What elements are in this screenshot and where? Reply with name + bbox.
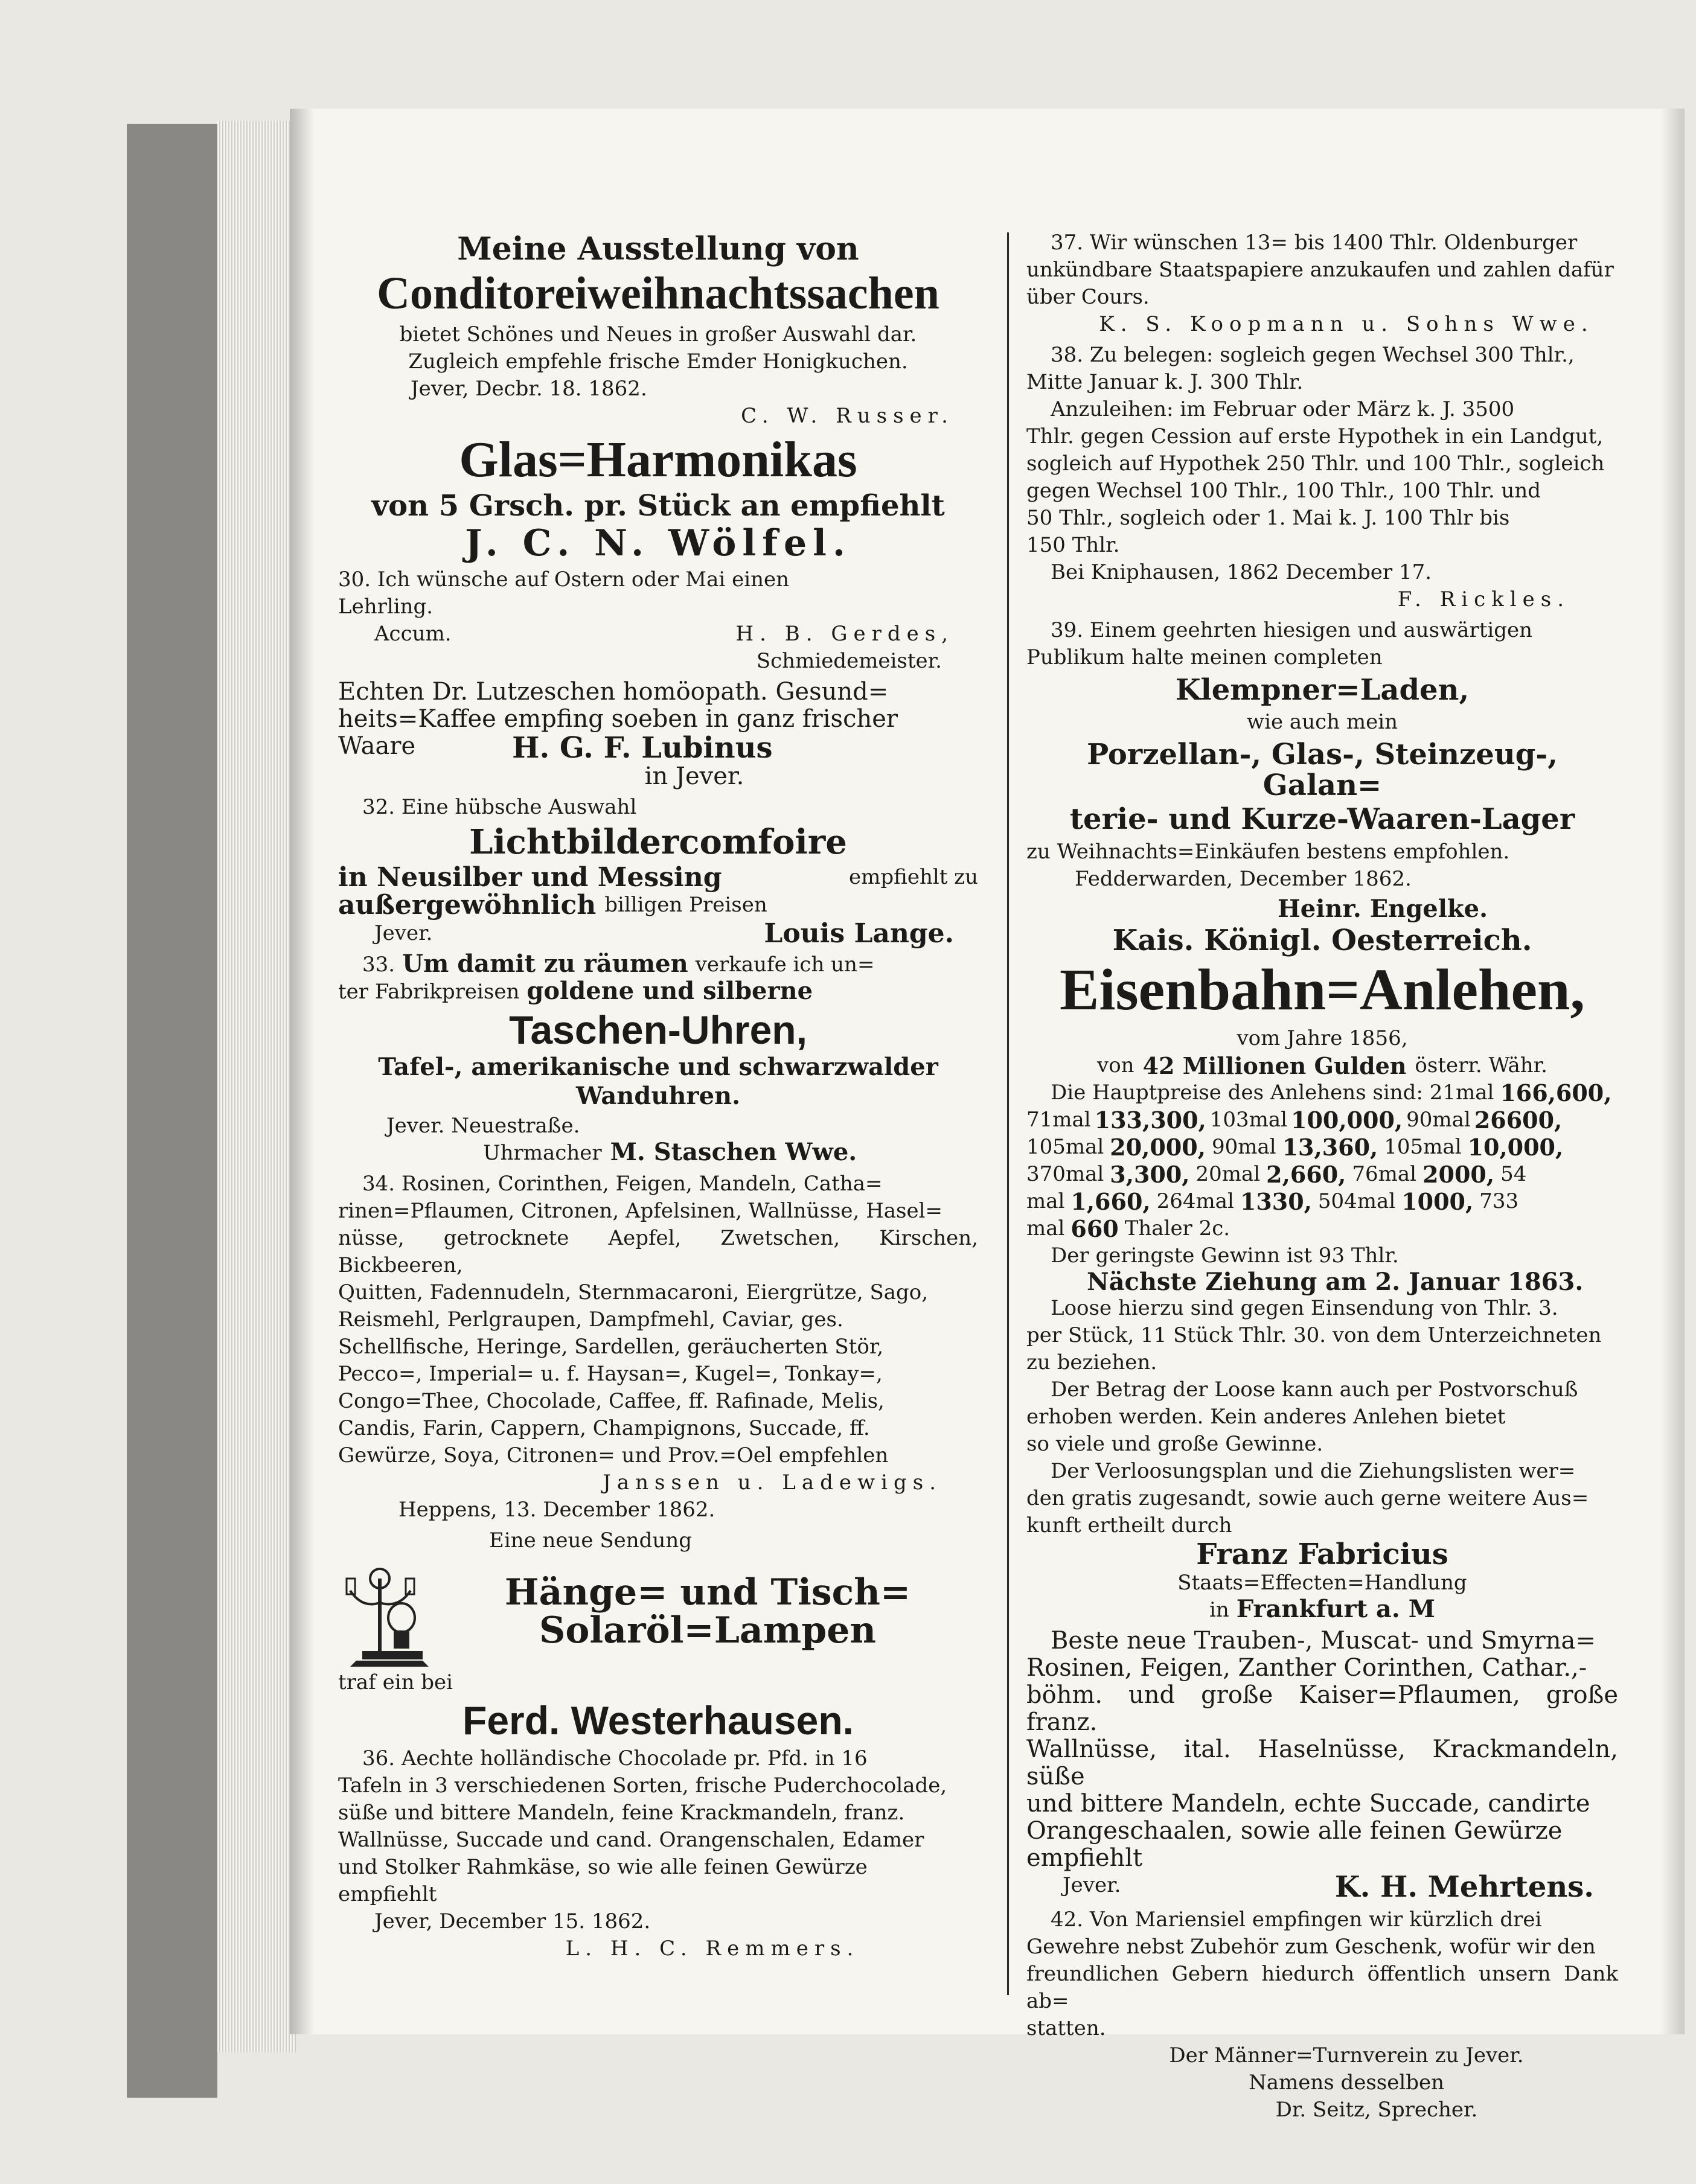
ad-line: [1026, 1597, 1618, 1624]
ad-merchant: M. Staschen Wwe.: [610, 1138, 857, 1167]
prize-count: mal: [1026, 1189, 1065, 1213]
right-column: [1026, 229, 1618, 2127]
ad-text: Loose hierzu sind gegen Einsendung von Thlr. 3.: [1051, 1295, 1558, 1320]
ad-text: Uhrmacher: [483, 1141, 602, 1166]
prize-amount: 1330,: [1240, 1187, 1312, 1215]
ad-subtitle: Tafel-, amerikanische und schwarzwalder: [378, 1053, 938, 1082]
ad-text: Beste neue Trauben-, Muscat- und Smyrna=: [1051, 1627, 1596, 1655]
ad-heading: Kais. Königl. Oesterreich.: [1112, 923, 1532, 957]
ad-signature: Janssen u. Ladewigs.: [603, 1470, 942, 1495]
oil-lamp-icon: [338, 1554, 429, 1669]
ad-text: freundlichen Gebern hiedurch öffentlich unsern Dank ab=: [1026, 1961, 1618, 2013]
ad-text: verkaufe ich un=: [695, 952, 875, 977]
prize-count: 370mal: [1026, 1161, 1104, 1186]
ad-bold-text: Um damit zu räumen: [402, 949, 688, 978]
ad-line: [1026, 1052, 1618, 1079]
ad-title: terie- und Kurze-Waaren-Lager: [1069, 802, 1575, 837]
ad-text: 50 Thlr., sogleich oder 1. Mai k. J. 100 Thlr bis: [1026, 506, 1510, 530]
ad-signature: F. Rickles.: [1397, 587, 1570, 611]
ad-text: 150 Thlr.: [1026, 533, 1120, 557]
ad-text: Tafeln in 3 verschiedenen Sorten, frische Puderchocolade,: [338, 1774, 947, 1798]
ad-42: [1026, 1906, 1618, 2124]
ad-text: empfiehlt: [338, 1882, 437, 1907]
ad-merchant: Louis Lange.: [764, 918, 954, 949]
prize-count: 105mal: [1026, 1134, 1104, 1159]
prize-line: [1026, 1134, 1618, 1161]
ad-text: Quitten, Fadennudeln, Sternmacaroni, Eiergrütze, Sago,: [338, 1280, 929, 1305]
left-column: [338, 229, 978, 1966]
ad-place: Jever.: [374, 921, 433, 945]
ad-text: 32. Eine hübsche Auswahl: [362, 795, 637, 820]
prize-amount: 13,360,: [1282, 1133, 1378, 1161]
ad-text: Thlr. gegen Cession auf erste Hypothek in ein Landgut,: [1026, 424, 1604, 449]
prize-amount: 10,000,: [1467, 1133, 1564, 1161]
ad-title: Conditoreiweihnachtssachen: [377, 267, 939, 319]
prize-amount: 26600,: [1474, 1106, 1563, 1134]
ad-bold-text: goldene und silberne: [526, 976, 813, 1005]
ad-merchant: K. H. Mehrtens.: [1334, 1870, 1594, 1905]
ad-subtitle: Wanduhren.: [575, 1082, 741, 1111]
ad-line: [338, 621, 978, 648]
ad-text: wie auch mein: [1247, 710, 1398, 735]
ad-text: von: [1097, 1053, 1134, 1078]
ad-trauben: [1026, 1627, 1618, 1905]
ad-title: Lichtbildercomfoire: [469, 822, 847, 863]
book-cover-edge: [127, 124, 217, 2098]
prize-count: 733: [1479, 1189, 1519, 1213]
ad-text: Wallnüsse, ital. Haselnüsse, Krackmandeln, süße: [1026, 1735, 1618, 1791]
ad-text: Der Männer=Turnverein zu Jever.: [1169, 2043, 1524, 2067]
prize-line: [1026, 1188, 1618, 1215]
prize-line: [1026, 1106, 1618, 1134]
ad-bold-text: in Neusilber und Messing: [338, 862, 722, 893]
ad-lutze: [338, 679, 978, 790]
ad-text: Der Verloosungsplan und die Ziehungslisten wer=: [1051, 1458, 1576, 1483]
gutter-shadow: [290, 109, 314, 2034]
ad-text: statten.: [1026, 2016, 1106, 2040]
ad-text: österr. Währ.: [1415, 1053, 1547, 1078]
page-shadow: [1660, 109, 1685, 2034]
ad-text: erhoben werden. Kein anderes Anlehen bietet: [1026, 1404, 1506, 1429]
ad-text: Orangeschaalen, sowie alle feinen Gewürze: [1026, 1817, 1563, 1845]
ad-title: Porzellan-, Glas-, Steinzeug-, Galan=: [1087, 738, 1558, 802]
prize-count: 71mal: [1026, 1107, 1091, 1132]
prize-count: 54: [1500, 1161, 1527, 1186]
ad-text: 30. Ich wünsche auf Ostern oder Mai einen: [338, 567, 789, 592]
ad-conditorei: [338, 233, 978, 430]
ad-title: Eisenbahn=Anlehen,: [1059, 957, 1586, 1023]
ad-text: in: [1209, 1598, 1229, 1623]
ad-text: empfiehlt zu: [849, 865, 978, 890]
ad-text: vom Jahre 1856,: [1237, 1026, 1408, 1050]
ad-line: [338, 1140, 978, 1167]
prize-count: 76mal: [1352, 1161, 1417, 1186]
ad-merchant: Heinr. Engelke.: [1277, 894, 1488, 923]
ad-text: Publikum halte meinen completen: [1026, 645, 1383, 669]
ad-title: Taschen-Uhren,: [509, 1007, 807, 1052]
page-edges: [217, 121, 296, 2052]
ad-place: in Jever.: [644, 762, 744, 791]
ad-text: Echten Dr. Lutzeschen homöopath. Gesund=: [338, 677, 889, 706]
ad-merchant: H. G. F. Lubinus: [512, 730, 773, 765]
ad-text: den gratis zugesandt, sowie auch gerne weitere Aus=: [1026, 1486, 1589, 1510]
ad-text: Eine neue Sendung: [489, 1528, 692, 1553]
ad-text: Candis, Farin, Cappern, Champignons, Succade, ff.: [338, 1416, 870, 1441]
ad-line: [338, 864, 978, 892]
ad-38: [1026, 342, 1618, 613]
ad-33: [338, 951, 978, 1167]
ad-text: süße und bittere Mandeln, feine Krackmandeln, franz.: [338, 1801, 905, 1825]
prize-line: [1026, 1215, 1618, 1242]
ad-text: sogleich auf Hypothek 250 Thlr. und 100 Thlr., sogleich: [1026, 452, 1605, 476]
ad-text: Namens desselben: [1248, 2070, 1445, 2095]
ad-bold-text: Nächste Ziehung am 2. Januar 1863.: [1087, 1267, 1584, 1296]
ad-text: 38. Zu belegen: sogleich gegen Wechsel 300 Thlr.,: [1051, 343, 1575, 367]
ad-text: 34. Rosinen, Corinthen, Feigen, Mandeln, Catha=: [362, 1172, 883, 1196]
prize-amount: 20,000,: [1110, 1133, 1206, 1161]
ad-line: [338, 951, 978, 979]
ad-place: Accum.: [374, 621, 452, 646]
prize-count: 504mal: [1317, 1189, 1396, 1213]
ad-34: [338, 1170, 978, 1524]
lamp-row: [338, 1554, 978, 1669]
ad-text: unkündbare Staatspapiere anzukaufen und zahlen dafür: [1026, 258, 1614, 282]
ad-title: Glas=Harmonikas: [459, 432, 857, 488]
ad-39: [1026, 617, 1618, 922]
ad-text: heits=Kaffee empfing soeben in ganz frischer: [338, 704, 898, 733]
ad-text: 39. Einem geehrten hiesigen und auswärtigen: [1051, 618, 1533, 642]
ad-text: Lehrling.: [338, 594, 434, 619]
ad-text: Schellfische, Heringe, Sardellen, geräucherten Stör,: [338, 1335, 884, 1359]
ad-date: Heppens, 13. December 1862.: [398, 1498, 715, 1522]
ad-text: Gewürze, Soya, Citronen= und Prov.=Oel empfehlen: [338, 1443, 889, 1468]
prize-count: 20mal: [1195, 1161, 1261, 1186]
ad-text: Die Hauptpreise des Anlehens sind: 21mal: [1051, 1080, 1494, 1105]
prize-amount: 2000,: [1422, 1160, 1495, 1188]
ad-line: [338, 976, 978, 1006]
ad-text: zu Weihnachts=Einkäufen bestens empfohlen.: [1026, 839, 1510, 864]
ad-lampen: [338, 1527, 978, 1742]
ad-text: Pecco=, Imperial= u. f. Haysan=, Kugel=, Tonkay=,: [338, 1362, 883, 1387]
ad-bold-text: außergewöhnlich: [338, 890, 597, 921]
ad-place: Jever. Neuestraße.: [386, 1114, 580, 1138]
prize-amount: 2,660,: [1266, 1160, 1346, 1188]
ad-place: Frankfurt a. M: [1236, 1595, 1436, 1624]
ad-text: Rosinen, Feigen, Zanther Corinthen, Cathar.,-: [1026, 1654, 1587, 1682]
column-divider: [1007, 232, 1009, 1995]
ad-text: gegen Wechsel 100 Thlr., 100 Thlr., 100 Thlr. und: [1026, 479, 1541, 503]
ad-text: Congo=Thee, Chocolade, Caffee, ff. Rafinade, Melis,: [338, 1389, 885, 1414]
ad-line: [338, 730, 978, 765]
ad-text: 36. Aechte holländische Chocolade pr. Pfd. in 16: [362, 1746, 868, 1771]
ad-date: Bei Kniphausen, 1862 December 17.: [1051, 560, 1432, 584]
ad-bold-text: 42 Millionen Gulden: [1142, 1052, 1407, 1079]
ad-number: 33.: [362, 952, 395, 977]
ad-text: empfiehlt: [1026, 1844, 1143, 1873]
ad-date: Jever, December 15. 1862.: [374, 1909, 651, 1934]
ad-line: [1026, 1870, 1618, 1905]
ad-32: [338, 794, 978, 947]
ad-merchant: Franz Fabricius: [1196, 1537, 1448, 1571]
ad-signature: Dr. Seitz, Sprecher.: [1275, 2097, 1478, 2122]
ad-37: [1026, 229, 1618, 338]
ad-merchant: Ferd. Westerhausen.: [462, 1698, 854, 1743]
ad-30: [338, 566, 978, 675]
ad-line: [338, 892, 978, 919]
ad-date: Fedderwarden, December 1862.: [1075, 866, 1412, 891]
prize-count: mal: [1026, 1216, 1065, 1240]
ad-text: so viele und große Gewinne.: [1026, 1431, 1323, 1456]
prize-count: 105mal: [1384, 1134, 1462, 1159]
ad-text: nüsse, getrocknete Aepfel, Zwetschen, Kirschen, Bickbeeren,: [338, 1226, 978, 1278]
ad-glas-harmonikas: [338, 433, 978, 563]
ad-text: Waare: [338, 732, 416, 760]
ad-title: Solaröl=Lampen: [539, 1609, 877, 1652]
prize-amount: 133,300,: [1094, 1106, 1206, 1134]
ad-text: Mitte Januar k. J. 300 Thlr.: [1026, 370, 1304, 394]
ad-text: und Stolker Rahmkäse, so wie alle feinen Gewürze: [338, 1855, 868, 1880]
ad-signature: H. B. Gerdes,: [735, 621, 954, 646]
ad-text: 42. Von Mariensiel empfingen wir kürzlich drei: [1051, 1907, 1542, 1932]
prize-count: 90mal: [1406, 1107, 1471, 1132]
prize-amount: 100,000,: [1291, 1106, 1403, 1134]
ad-title: Klempner=Laden,: [1175, 673, 1470, 707]
ad-signature-title: Schmiedemeister.: [756, 648, 942, 673]
prize-line: [1026, 1161, 1618, 1188]
prize-count: 103mal: [1209, 1107, 1288, 1132]
ad-text: Wallnüsse, Succade und cand. Orangenschalen, Edamer: [338, 1828, 924, 1853]
ad-signature: L. H. C. Remmers.: [565, 1937, 860, 1961]
ad-text: böhm. und große Kaiser=Pflaumen, große franz.: [1026, 1681, 1618, 1737]
ad-date: Jever, Decbr. 18. 1862.: [411, 377, 647, 401]
prize-amount: 660: [1070, 1215, 1119, 1242]
ad-text: Zugleich empfehle frische Emder Honigkuchen.: [408, 350, 908, 374]
ad-text: kunft ertheilt durch: [1026, 1513, 1232, 1537]
ad-text: bietet Schönes und Neues in großer Auswahl dar.: [399, 322, 917, 347]
ad-signature: C. W. Russer.: [741, 404, 954, 429]
ad-signature: K. S. Koopmann u. Sohns Wwe.: [1099, 312, 1594, 336]
ad-subtitle: von 5 Grsch. pr. Stück an empfiehlt: [371, 488, 945, 523]
lamp-titles: [437, 1571, 978, 1652]
ad-text: Der geringste Gewinn ist 93 Thlr.: [1051, 1243, 1399, 1268]
ad-eisenbahn: [1026, 925, 1618, 1624]
ad-36: [338, 1745, 978, 1962]
ad-text: 37. Wir wünschen 13= bis 1400 Thlr. Oldenburger: [1051, 231, 1578, 255]
ad-text: über Cours.: [1026, 285, 1150, 309]
ad-text: Gewehre nebst Zubehör zum Geschenk, wofür wir den: [1026, 1934, 1596, 1959]
prize-amount: 1,660,: [1070, 1187, 1151, 1215]
ad-title: Hänge= und Tisch=: [504, 1571, 911, 1614]
ad-text: Staats=Effecten=Handlung: [1177, 1571, 1467, 1595]
ad-line: [338, 920, 978, 948]
ad-merchant: J. C. N. Wölfel.: [465, 522, 851, 564]
ad-text: Thaler 2c.: [1124, 1216, 1230, 1240]
ad-heading: Meine Ausstellung von: [457, 231, 859, 267]
prize-amount: 166,600,: [1500, 1079, 1612, 1106]
ad-text: traf ein bei: [338, 1670, 453, 1695]
ad-text: ter Fabrikpreisen: [338, 979, 520, 1004]
ad-text: Reismehl, Perlgraupen, Dampfmehl, Caviar, ges.: [338, 1308, 843, 1332]
ad-text: Der Betrag der Loose kann auch per Postvorschuß: [1051, 1377, 1578, 1402]
prize-count: 90mal: [1211, 1134, 1276, 1159]
prize-amount: 3,300,: [1110, 1160, 1190, 1188]
ad-place: Jever.: [1063, 1873, 1121, 1898]
prize-count: 264mal: [1156, 1189, 1234, 1213]
ad-text: und bittere Mandeln, echte Succade, candirte: [1026, 1790, 1590, 1818]
ad-text: zu beziehen.: [1026, 1350, 1157, 1375]
ad-text: billigen Preisen: [604, 893, 767, 918]
ad-text: rinen=Pflaumen, Citronen, Apfelsinen, Wallnüsse, Hasel=: [338, 1199, 942, 1224]
prize-amount: 1000,: [1401, 1187, 1474, 1215]
ad-line: [1026, 1079, 1618, 1106]
ad-text: Anzuleihen: im Februar oder März k. J. 3500: [1051, 397, 1515, 421]
ad-text: per Stück, 11 Stück Thlr. 30. von dem Unterzeichneten: [1026, 1323, 1602, 1347]
